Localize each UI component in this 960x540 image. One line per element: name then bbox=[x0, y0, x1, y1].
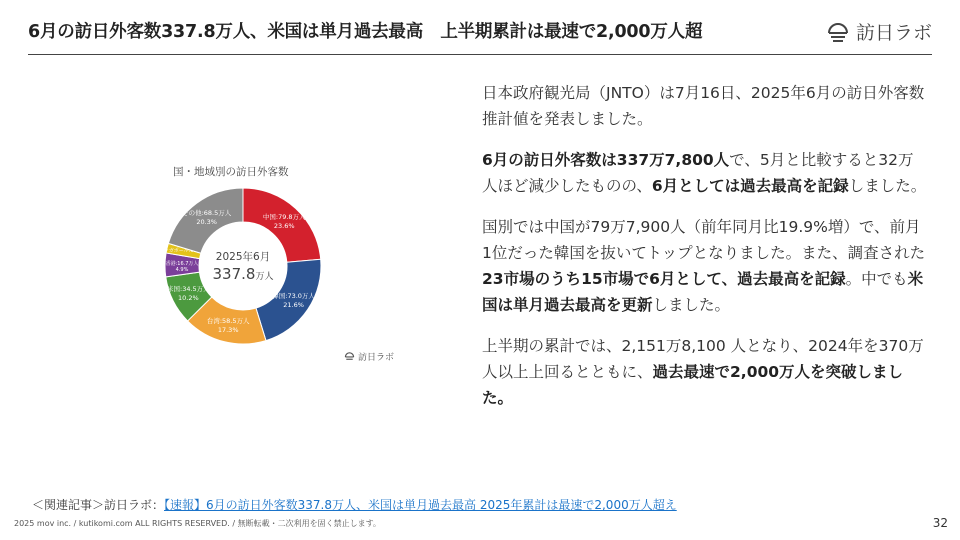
slice-label: その他:68.5万人 bbox=[182, 209, 232, 218]
slice-label: 香港:16.7万人 bbox=[165, 261, 199, 268]
slice-percent: 20.3% bbox=[196, 218, 217, 227]
slice-label: 中国:79.8万人 bbox=[262, 213, 306, 222]
slice-percent: 4.9% bbox=[175, 267, 189, 274]
text-run: で、5月と比較すると32万人ほど減少したものの、 bbox=[482, 151, 914, 195]
watermark-logo-icon bbox=[344, 351, 355, 362]
chart-title: 国・地域別の訪日外客数 bbox=[173, 166, 289, 178]
donut-chart-svg bbox=[158, 160, 418, 370]
slice-percent: 10.2% bbox=[178, 294, 199, 303]
paragraph bbox=[482, 147, 927, 199]
slice-label: 韓国:73.0万人 bbox=[272, 292, 315, 301]
paragraph bbox=[482, 80, 927, 132]
bold-text: 米国は単月過去最高を更新 bbox=[482, 270, 924, 314]
chart-watermark bbox=[344, 350, 394, 363]
copyright-footer: 2025 mov inc. / kutikomi.com ALL RIGHTS RESERVED. / 無断転載・二次利用を固く禁止します。 bbox=[14, 519, 381, 528]
brand-logo bbox=[826, 18, 932, 45]
paragraph bbox=[482, 214, 927, 318]
bold-text: 6月の訪日外客数は337万7,800人 bbox=[482, 151, 730, 169]
paragraph bbox=[482, 333, 927, 411]
related-prefix: ＜関連記事＞訪日ラボ： bbox=[32, 498, 165, 512]
text-run: 。中でも bbox=[845, 270, 908, 288]
center-number: 337.8 bbox=[212, 265, 256, 283]
slice-label: シンガポール:6.9万人 bbox=[158, 248, 209, 255]
slide-header bbox=[28, 14, 932, 56]
text-run: 国別では中国が79万7,900人（前年同月比19.9%増）で、前月1位だった韓国を抜いてトップとなりました。また、調査された bbox=[482, 218, 926, 262]
donut-chart bbox=[158, 160, 418, 370]
logo-text: 訪日ラボ bbox=[855, 22, 932, 44]
center-unit: 万人 bbox=[255, 272, 274, 282]
slice-percent: 21.6% bbox=[283, 301, 304, 310]
watermark-text: 訪日ラボ bbox=[358, 353, 395, 363]
related-article bbox=[32, 496, 677, 513]
slice-percent: 23.6% bbox=[273, 222, 295, 231]
text-run: 上半期の累計では、2,151万8,100 人となり、2024年を370万人以上上回るとともに、 bbox=[482, 337, 924, 381]
bold-text: 23市場のうち15市場で6月として、過去最高を記録 bbox=[482, 270, 846, 288]
bold-text: 6月としては過去最高を記録 bbox=[651, 177, 849, 195]
related-article-link[interactable]: 【速報】6月の訪日外客数337.8万人、米国は単月過去最高 2025年累計は最速で2,000万人超え bbox=[164, 498, 677, 512]
center-value bbox=[213, 265, 274, 283]
text-run: しました。 bbox=[848, 177, 927, 195]
page-number: 32 bbox=[932, 516, 948, 530]
slice-label: 台湾:58.5万人 bbox=[206, 317, 250, 326]
text-run: 日本政府観光局（JNTO）は7月16日、2025年6月の訪日外客数推計値を発表しました。 bbox=[482, 84, 925, 128]
slice-percent: 17.3% bbox=[217, 326, 239, 335]
bold-text: 過去最速で2,000万人を突破しました。 bbox=[482, 363, 904, 407]
header-divider bbox=[28, 54, 932, 55]
logo-mark-icon bbox=[826, 20, 850, 44]
text-run: しました。 bbox=[652, 296, 731, 314]
center-label: 2025年6月 bbox=[215, 251, 271, 263]
slice-label: 米国:34.5万人 bbox=[167, 285, 210, 294]
body-text bbox=[482, 80, 927, 426]
slide-title: 6月の訪日外客数337.8万人、米国は単月過去最高 上半期累計は最速で2,000万人超 bbox=[28, 22, 703, 42]
